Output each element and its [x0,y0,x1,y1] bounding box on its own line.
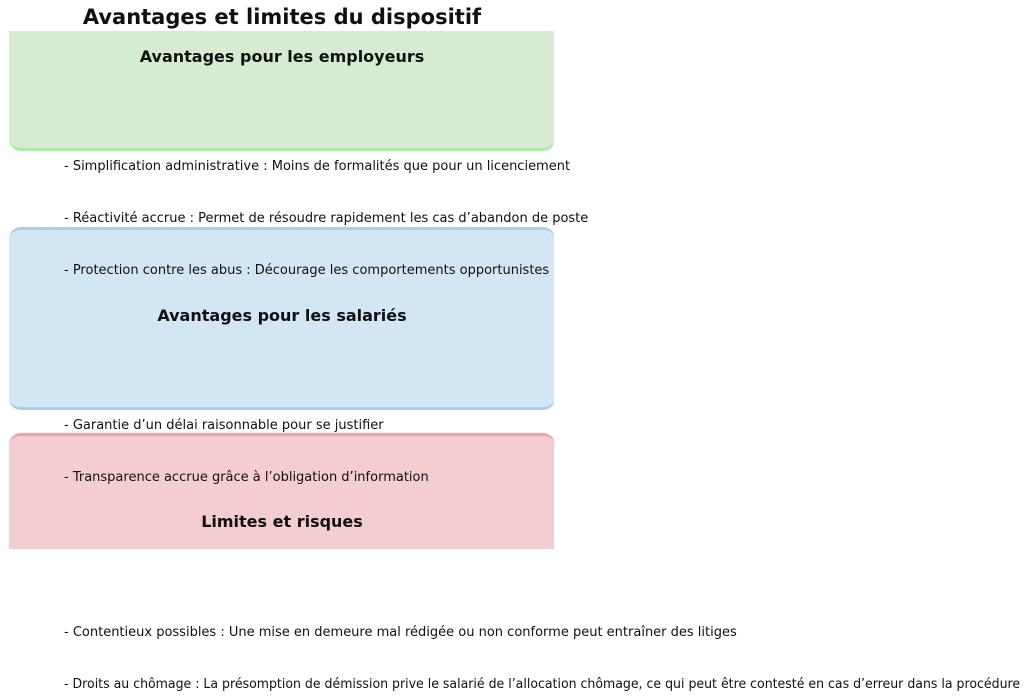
employees-heading: Avantages pour les salariés [157,306,407,325]
employers-item: - Simplification administrative : Moins de formalités que pour un licenciement [64,159,571,174]
employers-heading: Avantages pour les employeurs [139,47,425,66]
employees-item: - Garantie d’un délai raisonnable pour se justifier [64,418,384,433]
limits-item: - Contentieux possibles : Une mise en demeure mal rédigée ou non conforme peut entraîner des litiges [64,625,737,640]
employers-item: - Réactivité accrue : Permet de résoudre rapidement les cas d’abandon de poste [64,211,589,226]
limits-item: - Droits au chômage : La présomption de démission prive le salarié de l’allocation chômage, ce qui peut être contesté en cas d’erreur dans la procédure [64,677,1021,692]
employers-item: - Protection contre les abus : Décourage les comportements opportunistes [64,263,550,278]
diagram-title: Avantages et limites du dispositif [82,5,482,29]
employees-item: - Transparence accrue grâce à l’obligation d’information [64,470,429,485]
limits-heading: Limites et risques [201,512,363,531]
